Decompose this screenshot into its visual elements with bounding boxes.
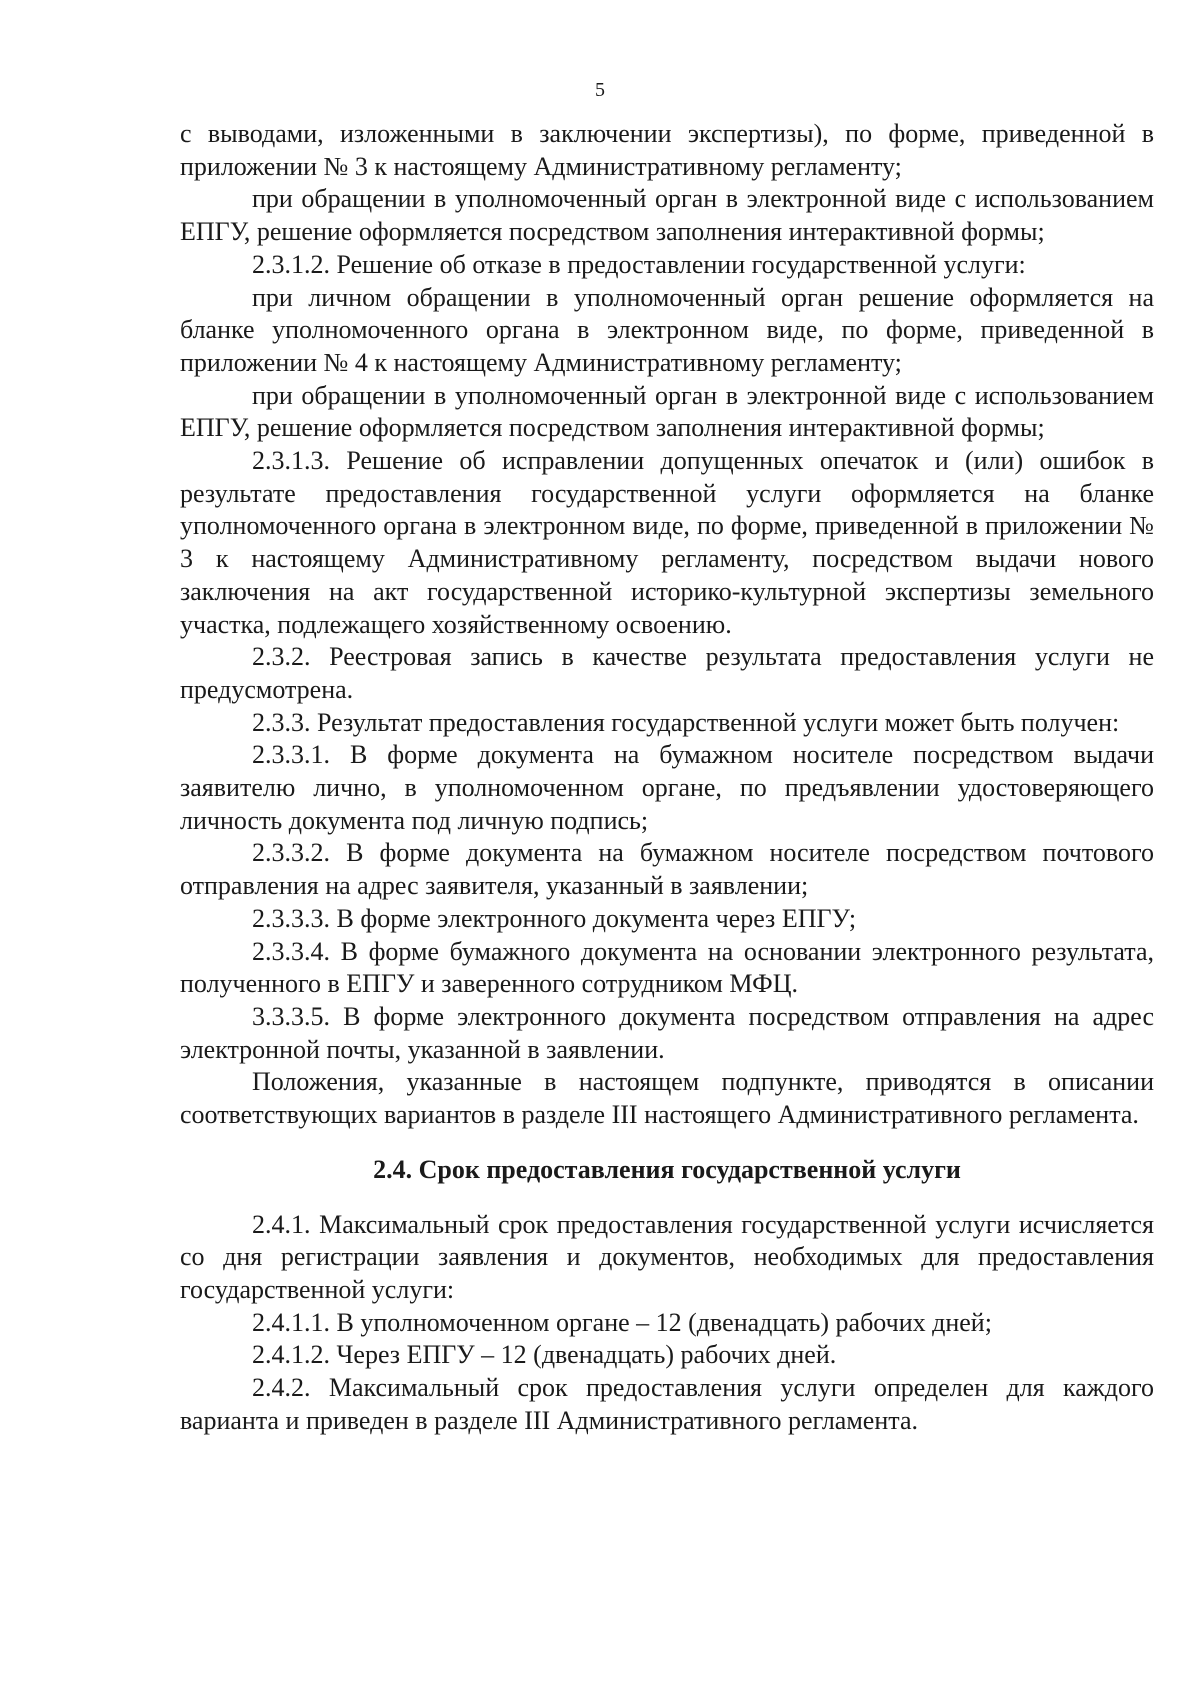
paragraph: 2.4.2. Максимальный срок предоставления услуги определен для каждого варианта и приведен в разделе III Административного регламента. bbox=[180, 1373, 1154, 1435]
paragraph: 3.3.3.5. В форме электронного документа посредством отправления на адрес электронной почты, указанной в заявлении. bbox=[180, 1001, 1154, 1064]
page-number: 5 bbox=[595, 79, 605, 101]
paragraph: 2.4.1.1. В уполномоченном органе – 12 (двенадцать) рабочих дней; bbox=[252, 1307, 992, 1337]
paragraph: с выводами, изложенными в заключении экспертизы), по форме, приведенной в приложении № 3 к настоящему Административному регламенту; bbox=[180, 119, 1154, 181]
paragraph: 2.4.1.2. Через ЕПГУ – 12 (двенадцать) рабочих дней. bbox=[252, 1340, 837, 1370]
paragraph: 2.3.3.1. В форме документа на бумажном носителе посредством выдачи заявителю лично, в уполномоченном органе, по предъявлении удостоверяющего личность документа под личную подпись; bbox=[180, 740, 1154, 835]
paragraph: 2.3.3. Результат предоставления государственной услуги может быть получен: bbox=[252, 707, 1120, 737]
paragraph: 2.3.3.4. В форме бумажного документа на основании электронного результата, полученного в ЕПГУ и заверенного сотрудником МФЦ. bbox=[180, 936, 1154, 999]
paragraph: при обращении в уполномоченный орган в электронной виде с использованием ЕПГУ, решение оформляется посредством заполнения интерактивной формы; bbox=[180, 380, 1154, 443]
paragraph: 2.3.1.2. Решение об отказе в предоставлении государственной услуги: bbox=[252, 249, 1026, 279]
paragraph: 2.3.2. Реестровая запись в качестве результата предоставления услуги не предусмотрена. bbox=[180, 642, 1154, 704]
document-body bbox=[180, 118, 1154, 1437]
paragraph: Положения, указанные в настоящем подпункте, приводятся в описании соответствующих вариантов в разделе III настоящего Административного регламента. bbox=[180, 1067, 1154, 1130]
paragraph: 2.3.3.3. В форме электронного документа через ЕПГУ; bbox=[252, 903, 857, 933]
paragraph: при личном обращении в уполномоченный орган решение оформляется на бланке уполномоченного органа в электронном виде, по форме, приведенной в приложении № 4 к настоящему Административному регламенту; bbox=[180, 282, 1154, 377]
paragraph: 2.3.1.3. Решение об исправлении допущенных опечаток и (или) ошибок в результате предоставления государственной услуги оформляется на бланке уполномоченного органа в электронном виде, по форме, приведенной в приложении № 3 к настоящему Административному регламенту, посредством выдачи нового заключения на акт государственной историко-культурной экспертизы земельного участка, подлежащего хозяйственному освоению. bbox=[180, 446, 1154, 639]
paragraph: 2.4.1. Максимальный срок предоставления государственной услуги исчисляется со дня регистрации заявления и документов, необходимых для предоставления государственной услуги: bbox=[180, 1209, 1154, 1304]
section-heading: 2.4. Срок предоставления государственной услуги bbox=[373, 1154, 961, 1184]
paragraph: 2.3.3.2. В форме документа на бумажном носителе посредством почтового отправления на адрес заявителя, указанный в заявлении; bbox=[180, 838, 1154, 901]
paragraph: при обращении в уполномоченный орган в электронной виде с использованием ЕПГУ, решение оформляется посредством заполнения интерактивной формы; bbox=[180, 184, 1154, 247]
